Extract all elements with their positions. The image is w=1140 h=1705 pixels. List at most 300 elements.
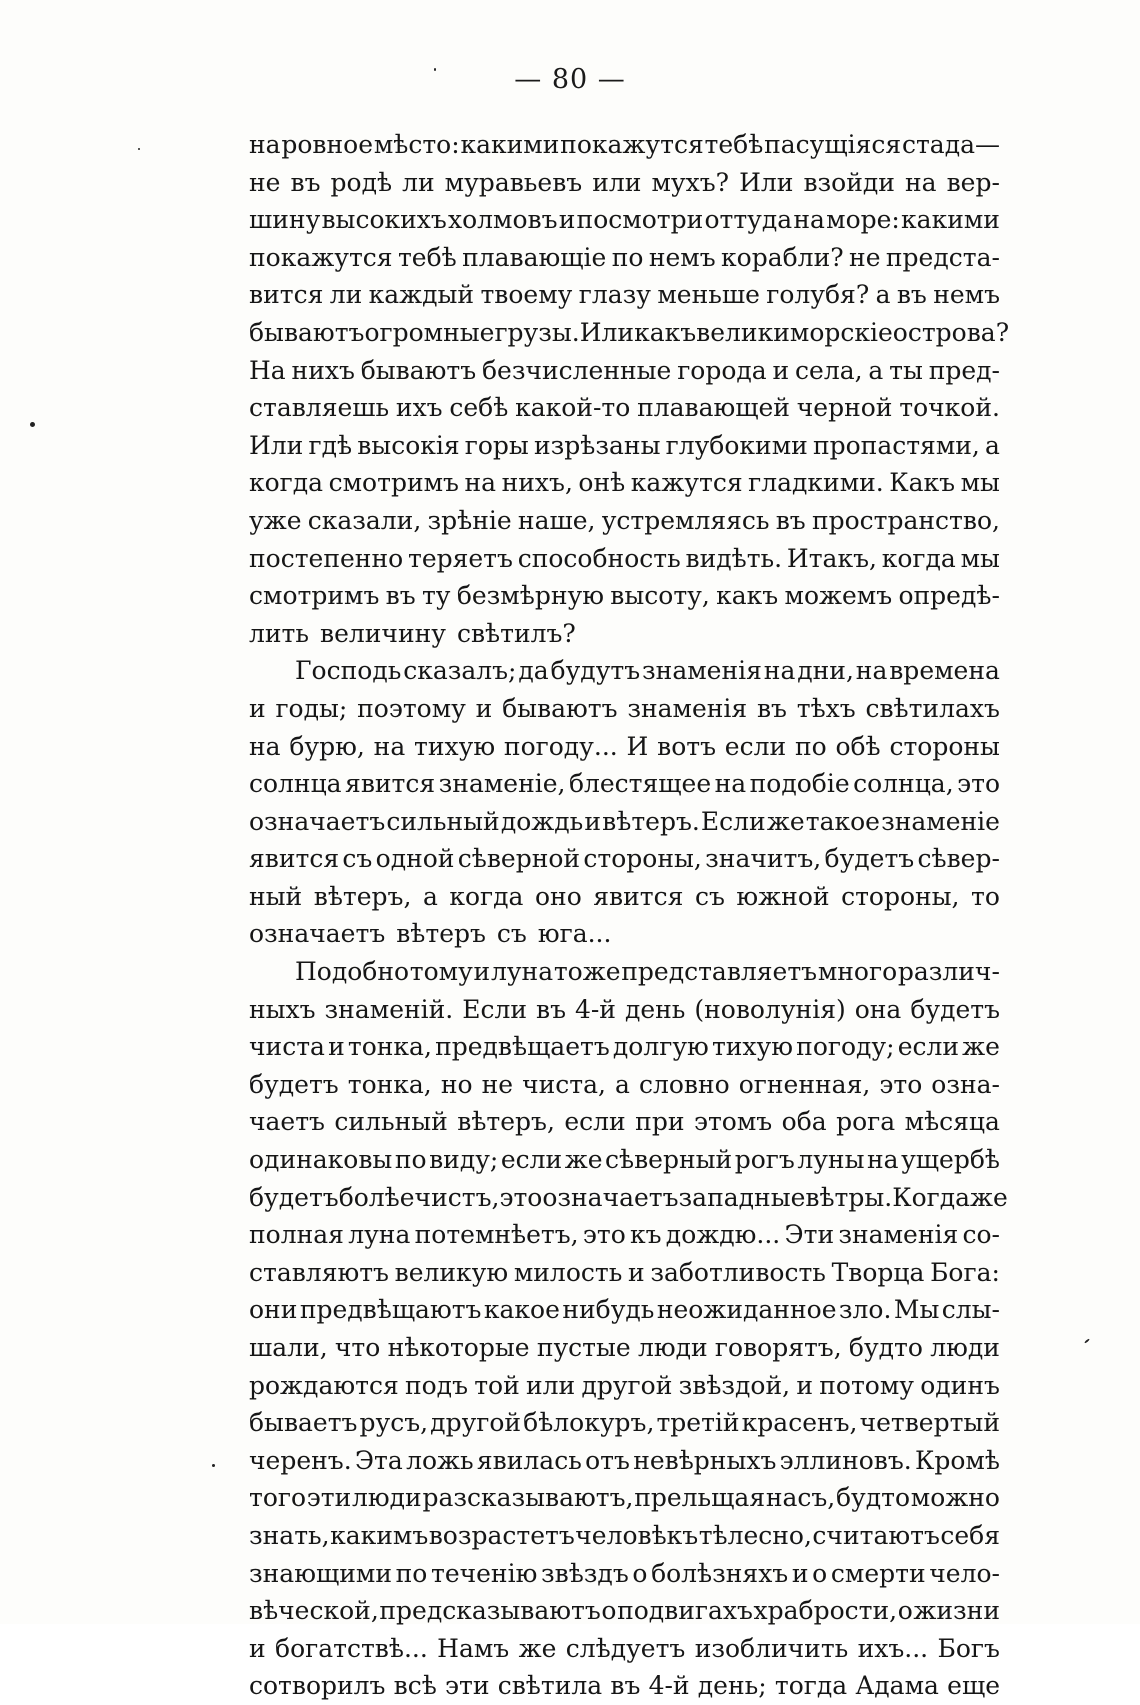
word: какой-то [515,393,631,423]
word: немъ [648,242,716,272]
word: западные [678,1182,806,1212]
text-line [249,1517,1000,1555]
word: о [812,1558,828,1588]
scan-speck [1084,1338,1090,1343]
word: прельщая [634,1483,766,1513]
word: плавающей [637,393,790,423]
word: знаменія [642,656,762,686]
word: на [464,468,497,498]
text-line [249,652,1000,690]
word: зрѣніе [427,505,512,535]
word: Какъ [889,468,956,498]
word: Или [249,430,304,460]
word: насъ, [765,1483,836,1513]
word: ли [329,280,363,310]
word: того [249,1483,307,1513]
word: въ [385,581,416,611]
word: заботливость [650,1257,826,1287]
text-line [249,1404,1000,1442]
word: четвертый [859,1408,1000,1438]
word: изрѣзаны [533,430,661,460]
word: въ [775,505,806,535]
word: годы; [275,693,348,723]
word: и [772,355,790,385]
word: слѣдуетъ [565,1633,686,1663]
word: эллиновъ. [779,1445,912,1475]
word: зло. [838,1295,892,1325]
text-line [249,427,1000,465]
word: въ [610,1671,641,1701]
word: если [500,1145,563,1175]
word: плавающіе [462,242,607,272]
word: одинаковы [249,1145,393,1175]
word: сѣвер- [917,844,1000,874]
word: покажутся [560,130,704,159]
word: 4-й [574,994,616,1024]
word: по [395,1558,428,1588]
word: Подобно [295,957,410,987]
word: луны [797,1145,865,1175]
word: если [564,1107,626,1137]
word: точкой. [899,393,1000,423]
word: ты [889,355,923,385]
word: тѣлесно, [698,1520,812,1550]
word: ихъ... [857,1633,929,1663]
text-line [249,1066,1000,1104]
word: и [328,1032,345,1062]
word: и [796,1370,813,1400]
scan-speck [138,148,140,150]
word: предвѣщаетъ [435,1032,610,1062]
word: на [249,130,281,159]
word: вѣтры. [805,1182,893,1212]
word: означаетъ [249,806,386,836]
word: велики [696,317,790,347]
word: той [474,1370,520,1400]
word: по [611,242,644,272]
word: дни, [797,656,854,686]
scan-speck [30,422,35,427]
word: какими [460,130,560,159]
word: мы [960,468,1000,498]
word: рождаются [249,1370,399,1400]
word: болѣзняхъ [651,1558,789,1588]
word: болѣе [338,1182,415,1212]
word: нихъ [291,355,355,385]
word: стада— [901,130,1000,159]
word: богатствѣ... [275,1633,428,1663]
word: тому [409,957,473,987]
word: Или [739,167,794,197]
word: не [481,1069,514,1099]
word: невѣрныхъ [633,1445,777,1475]
word: различ- [897,957,1000,987]
word: уже [249,505,302,535]
text-line [249,1367,1000,1405]
word: или [526,1370,576,1400]
word: будетъ [824,844,915,874]
text-line [249,540,1000,578]
word: видѣть. [685,543,783,573]
word: Творца [831,1257,925,1287]
word: о [897,1596,913,1626]
word: высоту, [610,581,710,611]
word: храбрости, [753,1596,898,1626]
word: рога [836,1107,896,1137]
word: люди [637,1333,708,1362]
page-number: — 80 — [514,64,626,95]
word: свѣтилахъ [865,693,1000,723]
word: солнца [249,769,342,799]
word: села, [795,355,863,385]
word: Адама [855,1671,939,1701]
text-line [249,690,1000,728]
word: стороны, [841,881,960,911]
word: сотворилъ [249,1671,386,1701]
word: теченію [430,1558,538,1588]
word: явится [249,844,340,874]
word: представляетъ [621,957,818,987]
word: мѣсто: [373,130,460,159]
text-line [249,314,1010,352]
text-line [249,1592,1000,1630]
word: Итакъ, [786,543,877,573]
word: неожиданное [656,1295,837,1325]
word: ставляютъ [249,1257,389,1287]
word: при [635,1107,685,1137]
word: это [499,1182,543,1212]
word: тонка, [347,1032,432,1062]
word: со- [962,1220,1000,1250]
word: явится [593,881,684,911]
word: явится [345,769,436,799]
word: острова? [892,317,1010,347]
word: тебѣ [397,242,457,272]
word: озна- [931,1069,1000,1099]
word: чаетъ [249,1107,325,1137]
word: когда [249,468,324,498]
word: это [957,769,1000,799]
word: какимъ [330,1520,429,1550]
word: это [879,1069,923,1099]
word: чистъ, [414,1182,500,1212]
word: то [971,881,1000,911]
word: бѣлокуръ, [523,1408,655,1438]
word: И [626,731,649,761]
word: поэтому [357,693,466,723]
word: Намъ [437,1633,510,1663]
word: а [875,280,891,310]
word: блестящее [568,769,712,799]
word: явилась [476,1445,582,1475]
word: на [855,656,888,686]
word: какъ [716,581,779,611]
word: немъ [933,280,1000,310]
word: подвигахъ [617,1596,753,1626]
text-line [249,765,1000,803]
word: тебѣ [704,130,764,159]
word: третій [656,1408,740,1438]
scan-speck [434,68,436,71]
word: Богъ [937,1633,1000,1663]
word: Кромѣ [915,1445,1000,1475]
word: огненная, [738,1069,871,1099]
word: южной [736,881,830,911]
word: и [627,1257,645,1287]
word: и [475,693,493,723]
word: можно [910,1483,1000,1513]
word: предвѣщаютъ [299,1295,482,1325]
word: и [473,957,491,987]
word: какое [483,1295,560,1325]
word: Эта [354,1445,403,1475]
word: оттуда [704,205,793,235]
word: въ [756,693,787,723]
text-line [249,878,1000,916]
word: свѣтилъ? [456,618,576,648]
word: черенъ. [249,1445,352,1475]
word: каждый [368,280,475,310]
word: одинъ [920,1370,1000,1400]
word: взойди [803,167,895,197]
word: а [985,430,1000,460]
word: всѣ [393,1671,437,1701]
word: корабли? [721,242,844,272]
text-line [249,502,1000,540]
word: Эти [784,1220,835,1250]
word: подобіе [749,769,850,799]
word: или [592,167,642,197]
word: Когда [892,1182,971,1212]
word: бываютъ [249,317,365,347]
word: горы [464,430,529,460]
word: о [632,1558,648,1588]
word: море: [826,205,900,235]
word: много [817,957,898,987]
word: лить [249,618,309,648]
word: возрастетъ [428,1520,575,1550]
word: и [558,205,576,235]
word: говорятъ, [714,1333,842,1362]
word: не [849,242,881,272]
word: полная [249,1220,344,1250]
word: потемнѣетъ, [414,1220,579,1250]
word: значитъ, [705,844,822,874]
word: разсказываютъ, [422,1483,634,1513]
word: а [615,1069,630,1099]
text-line [249,615,1000,653]
word: пустые [536,1333,631,1362]
word: сѣверный [605,1145,733,1175]
word: ущербѣ [901,1145,1000,1175]
text-line [249,1479,1000,1517]
word: (новолунія) [694,994,846,1024]
word: звѣздъ [541,1558,629,1588]
word: знающими [249,1558,392,1588]
word: будто [835,1483,911,1513]
word: гладкими. [748,468,884,498]
word: предсказываютъ [379,1596,601,1626]
word: эти [306,1483,352,1513]
word: съ [694,881,725,911]
word: Если [700,806,766,836]
word: будетъ [910,994,1000,1024]
text-line [249,991,1000,1029]
text-line [249,1630,1000,1668]
word: же [962,1032,1000,1062]
word: но [440,1069,473,1099]
word: рогъ [734,1145,795,1175]
word: люди [352,1483,422,1513]
word: родѣ [330,167,393,197]
word: сильный [386,806,500,836]
word: безмѣрную [456,581,604,611]
word: высокія [357,430,460,460]
word: эти [445,1671,490,1701]
word: будутъ [550,656,641,686]
word: съ [496,919,527,949]
word: теряетъ [407,543,513,573]
word: ложь [406,1445,474,1475]
word: глазу [578,280,651,310]
word: юга... [537,919,612,949]
word: бываютъ [360,355,477,385]
word: сильный [334,1107,448,1137]
word: ныхъ [249,994,316,1024]
word: смотримъ [328,468,459,498]
word: еще [947,1671,1000,1701]
word: отъ [585,1445,630,1475]
word: когда [881,543,956,573]
word: въ [896,280,927,310]
word: да [518,656,549,686]
word: оно [534,881,582,911]
word: пасущіяся [764,130,902,159]
word: дождь [500,806,584,836]
word: стороны [889,731,1000,761]
word: и [791,1558,809,1588]
word: по [394,1145,427,1175]
word: вится [249,280,324,310]
word: опредѣ- [898,581,1000,611]
word: знать, [249,1520,330,1550]
word: вотъ [657,731,716,761]
word: себѣ [449,393,509,423]
word: высокихъ [321,205,447,235]
word: долгую [612,1032,709,1062]
word: же [766,806,805,836]
word: если [897,1032,960,1062]
text-line [249,1141,1000,1179]
word: на [866,1145,899,1175]
word: твоему [480,280,573,310]
word: въ [536,994,566,1024]
word: вѣтеръ [396,919,486,949]
word: мухъ? [651,167,730,197]
text-line [249,276,1000,314]
text-line [249,1667,1000,1705]
text-line [249,239,1000,277]
word: 4-й [648,1671,690,1701]
word: на [249,731,281,761]
word: великую [394,1257,509,1287]
word: же [518,1633,557,1663]
word: тѣхъ [796,693,856,723]
word: другой [581,1370,673,1400]
word: ихъ [395,393,443,423]
word: чело- [929,1558,1000,1588]
word: посмотри [576,205,704,235]
word: тихую [414,731,496,761]
word: луна [348,1220,411,1250]
word: красенъ, [741,1408,858,1438]
word: Или [579,317,635,347]
word: смерти [830,1558,926,1588]
word: они [249,1295,298,1325]
word: вер- [946,167,1000,197]
word: черной [796,393,893,423]
text-line [249,1179,1008,1217]
word: себя [940,1520,1000,1550]
text-line [249,1555,1000,1593]
word: сказалъ; [403,656,517,686]
word: она [854,994,902,1024]
text-line [249,915,1000,953]
text-line [249,840,1000,878]
word: изобличить [694,1633,849,1663]
word: на [904,167,937,197]
word: постепенно [249,543,404,573]
word: стороны, [583,844,702,874]
word: наше, [517,505,596,535]
word: пред- [928,355,1000,385]
word: милость [513,1257,623,1287]
word: пространство, [811,505,1000,535]
word: одной [375,844,455,874]
word: сѣверной [457,844,581,874]
word: тихую [711,1032,794,1062]
word: кажутся [630,468,743,498]
word: о [601,1596,617,1626]
text-line [249,1254,1000,1292]
word: словно [638,1069,730,1099]
body-text [249,126,1010,1705]
word: Если [462,994,528,1024]
word: не [249,167,281,197]
word: на [373,731,406,761]
word: На [249,355,286,385]
word: когда [449,881,524,911]
word: какъ [634,317,697,347]
word: означаетъ [542,1182,679,1212]
word: ровное [281,130,374,159]
text-line [249,201,1000,239]
text-line [249,1329,1000,1367]
word: будто [848,1333,923,1362]
word: ту [421,581,451,611]
word: бываютъ [502,693,618,723]
word: въ [290,167,321,197]
text-line [249,164,1000,202]
word: день [624,994,686,1024]
word: тогда [774,1671,848,1701]
word: времена [889,656,1000,686]
word: а [422,881,438,911]
word: же [970,1182,1008,1212]
word: мѣсяца [904,1107,1000,1137]
word: ли [402,167,435,197]
word: какими [901,205,1000,235]
